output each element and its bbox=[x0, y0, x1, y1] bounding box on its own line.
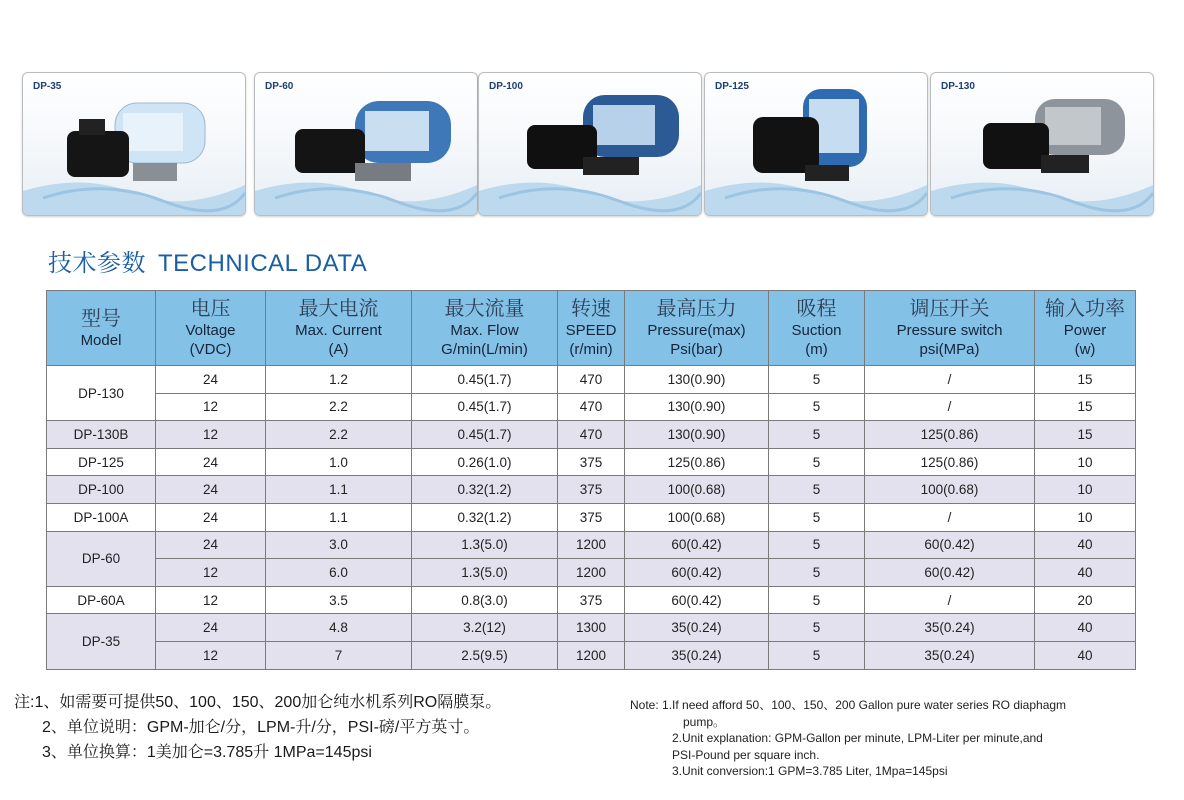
product-card-dp60 bbox=[254, 72, 478, 216]
cell-flow: 0.8(3.0) bbox=[412, 586, 558, 614]
table-row bbox=[47, 559, 1136, 587]
cell-speed: 375 bbox=[558, 586, 625, 614]
header-cn: 输入功率 bbox=[1045, 298, 1125, 320]
cell-speed: 375 bbox=[558, 476, 625, 504]
cell-voltage: 24 bbox=[156, 503, 266, 531]
note-en-line: 3.Unit conversion:1 GPM=3.785 Liter, 1Mpa=145psi bbox=[672, 764, 948, 778]
cell-switch: 35(0.24) bbox=[865, 614, 1035, 642]
cell-model: DP-100 bbox=[47, 476, 156, 504]
cell-speed: 470 bbox=[558, 421, 625, 449]
product-label: DP-35 bbox=[33, 81, 62, 92]
cell-flow: 0.32(1.2) bbox=[412, 476, 558, 504]
pump-image bbox=[931, 73, 1153, 215]
cell-model: DP-130 bbox=[47, 366, 156, 421]
pump-image bbox=[705, 73, 927, 215]
table-row bbox=[47, 503, 1136, 531]
header-en: Max. Flow bbox=[450, 322, 519, 339]
table-row bbox=[47, 586, 1136, 614]
cell-current: 2.2 bbox=[266, 421, 412, 449]
cell-power: 40 bbox=[1035, 531, 1136, 559]
note-en-line: Note: 1.If need afford 50、100、150、200 Gallon pure water series RO diaphagm bbox=[630, 698, 1067, 712]
cell-flow: 1.3(5.0) bbox=[412, 559, 558, 587]
cell-voltage: 24 bbox=[156, 476, 266, 504]
header-unit: (r/min) bbox=[569, 341, 613, 358]
cell-model: DP-60A bbox=[47, 586, 156, 614]
cell-flow: 3.2(12) bbox=[412, 614, 558, 642]
header-en: Model bbox=[80, 331, 122, 349]
note-cn-line: 注:1、如需要可提供50、100、150、200加仑纯水机系列RO隔膜泵。 bbox=[14, 694, 502, 711]
header-en: Power bbox=[1063, 322, 1107, 339]
note-en-line: PSI-Pound per square inch. bbox=[672, 747, 820, 762]
cell-suction: 5 bbox=[769, 586, 865, 614]
header-unit: psi(MPa) bbox=[919, 341, 980, 358]
cell-pressure: 35(0.24) bbox=[625, 641, 769, 669]
cell-power: 10 bbox=[1035, 448, 1136, 476]
cell-voltage: 12 bbox=[156, 421, 266, 449]
cell-switch: / bbox=[865, 586, 1035, 614]
cell-current: 3.5 bbox=[266, 586, 412, 614]
cell-current: 4.8 bbox=[266, 614, 412, 642]
note-en-line: pump。 bbox=[683, 714, 726, 729]
heading-en: TECHNICAL DATA bbox=[158, 250, 368, 277]
cell-pressure: 130(0.90) bbox=[625, 421, 769, 449]
cell-suction: 5 bbox=[769, 366, 865, 394]
product-gallery bbox=[22, 72, 1152, 218]
cell-switch: 60(0.42) bbox=[865, 531, 1035, 559]
cell-voltage: 12 bbox=[156, 393, 266, 421]
column-header-current bbox=[266, 291, 412, 366]
column-header-model bbox=[47, 291, 156, 366]
cell-switch: / bbox=[865, 393, 1035, 421]
table-row bbox=[47, 393, 1136, 421]
cell-pressure: 60(0.42) bbox=[625, 586, 769, 614]
cell-switch: / bbox=[865, 366, 1035, 394]
header-unit: (m) bbox=[805, 341, 828, 358]
note-cn-line: 3、单位换算：1美加仑=3.785升 1MPa=145psi bbox=[42, 744, 372, 761]
header-cn: 电压 bbox=[190, 298, 231, 320]
header-unit: (w) bbox=[1074, 341, 1096, 358]
cell-speed: 470 bbox=[558, 393, 625, 421]
header-en: SPEED bbox=[565, 322, 617, 339]
cell-flow: 1.3(5.0) bbox=[412, 531, 558, 559]
cell-flow: 2.5(9.5) bbox=[412, 641, 558, 669]
cell-speed: 1200 bbox=[558, 531, 625, 559]
cell-flow: 0.45(1.7) bbox=[412, 393, 558, 421]
cell-suction: 5 bbox=[769, 476, 865, 504]
cell-switch: 125(0.86) bbox=[865, 421, 1035, 449]
cell-model: DP-35 bbox=[47, 614, 156, 669]
cell-suction: 5 bbox=[769, 614, 865, 642]
product-label: DP-130 bbox=[941, 81, 975, 92]
cell-switch: 100(0.68) bbox=[865, 476, 1035, 504]
cell-power: 40 bbox=[1035, 614, 1136, 642]
product-card-dp35 bbox=[22, 72, 246, 216]
cell-suction: 5 bbox=[769, 559, 865, 587]
cell-pressure: 130(0.90) bbox=[625, 366, 769, 394]
cell-model: DP-100A bbox=[47, 503, 156, 531]
cell-pressure: 60(0.42) bbox=[625, 531, 769, 559]
cell-suction: 5 bbox=[769, 641, 865, 669]
column-header-voltage bbox=[156, 291, 266, 366]
header-cn: 吸程 bbox=[796, 298, 837, 320]
table-row bbox=[47, 476, 1136, 504]
header-en: Voltage bbox=[185, 322, 236, 339]
header-unit: (A) bbox=[328, 341, 349, 358]
cell-speed: 1300 bbox=[558, 614, 625, 642]
cell-current: 7 bbox=[266, 641, 412, 669]
cell-voltage: 24 bbox=[156, 531, 266, 559]
header-cn: 转速 bbox=[571, 298, 611, 320]
cell-speed: 1200 bbox=[558, 641, 625, 669]
header-cn: 调压开关 bbox=[909, 298, 990, 320]
cell-power: 15 bbox=[1035, 393, 1136, 421]
cell-current: 1.2 bbox=[266, 366, 412, 394]
column-header-speed bbox=[558, 291, 625, 366]
section-heading bbox=[48, 243, 367, 278]
cell-power: 15 bbox=[1035, 421, 1136, 449]
pump-image bbox=[255, 73, 477, 215]
cell-switch: 60(0.42) bbox=[865, 559, 1035, 587]
product-card-dp125 bbox=[704, 72, 928, 216]
cell-flow: 0.45(1.7) bbox=[412, 366, 558, 394]
pump-image bbox=[23, 73, 245, 215]
note-cn-line: 2、单位说明：GPM-加仑/分，LPM-升/分，PSI-磅/平方英寸。 bbox=[42, 719, 480, 736]
cell-speed: 470 bbox=[558, 366, 625, 394]
cell-suction: 5 bbox=[769, 531, 865, 559]
cell-flow: 0.32(1.2) bbox=[412, 503, 558, 531]
cell-power: 40 bbox=[1035, 559, 1136, 587]
column-header-power bbox=[1035, 291, 1136, 366]
cell-pressure: 130(0.90) bbox=[625, 393, 769, 421]
cell-voltage: 24 bbox=[156, 448, 266, 476]
cell-voltage: 24 bbox=[156, 614, 266, 642]
cell-voltage: 24 bbox=[156, 366, 266, 394]
header-unit: (VDC) bbox=[189, 341, 232, 358]
cell-pressure: 35(0.24) bbox=[625, 614, 769, 642]
cell-model: DP-125 bbox=[47, 448, 156, 476]
cell-model: DP-130B bbox=[47, 421, 156, 449]
table-row bbox=[47, 448, 1136, 476]
cell-pressure: 100(0.68) bbox=[625, 476, 769, 504]
cell-power: 40 bbox=[1035, 641, 1136, 669]
header-cn: 最大流量 bbox=[444, 298, 525, 320]
cell-switch: / bbox=[865, 503, 1035, 531]
header-en: Suction bbox=[791, 322, 842, 339]
cell-power: 20 bbox=[1035, 586, 1136, 614]
cell-suction: 5 bbox=[769, 421, 865, 449]
cell-switch: 35(0.24) bbox=[865, 641, 1035, 669]
column-header-flow bbox=[412, 291, 558, 366]
cell-flow: 0.45(1.7) bbox=[412, 421, 558, 449]
cell-power: 10 bbox=[1035, 503, 1136, 531]
technical-data-table bbox=[46, 290, 1136, 670]
cell-model: DP-60 bbox=[47, 531, 156, 586]
cell-current: 1.1 bbox=[266, 503, 412, 531]
cell-current: 2.2 bbox=[266, 393, 412, 421]
cell-flow: 0.26(1.0) bbox=[412, 448, 558, 476]
notes-english bbox=[630, 697, 1066, 780]
cell-current: 6.0 bbox=[266, 559, 412, 587]
header-en: Pressure(max) bbox=[647, 322, 746, 339]
header-cn: 型号 bbox=[81, 307, 121, 330]
table-header-row bbox=[47, 291, 1136, 366]
column-header-switch bbox=[865, 291, 1035, 366]
header-unit: G/min(L/min) bbox=[441, 341, 528, 358]
product-label: DP-100 bbox=[489, 81, 523, 92]
column-header-suction bbox=[769, 291, 865, 366]
header-en: Max. Current bbox=[295, 322, 382, 339]
product-card-dp130 bbox=[930, 72, 1154, 216]
header-unit: Psi(bar) bbox=[670, 341, 723, 358]
product-label: DP-60 bbox=[265, 81, 294, 92]
pump-image bbox=[479, 73, 701, 215]
product-card-dp100 bbox=[478, 72, 702, 216]
cell-current: 3.0 bbox=[266, 531, 412, 559]
cell-current: 1.1 bbox=[266, 476, 412, 504]
cell-power: 10 bbox=[1035, 476, 1136, 504]
table-row bbox=[47, 641, 1136, 669]
table-row bbox=[47, 614, 1136, 642]
column-header-pressure bbox=[625, 291, 769, 366]
note-en-line: 2.Unit explanation: GPM-Gallon per minute, LPM-Liter per minute,and bbox=[672, 731, 1043, 745]
cell-pressure: 100(0.68) bbox=[625, 503, 769, 531]
header-en: Pressure switch bbox=[896, 322, 1003, 339]
table-row bbox=[47, 366, 1136, 394]
cell-suction: 5 bbox=[769, 393, 865, 421]
heading-cn: 技术参数 bbox=[48, 250, 146, 277]
header-cn: 最高压力 bbox=[656, 298, 737, 320]
notes-chinese bbox=[14, 690, 501, 765]
header-cn: 最大电流 bbox=[298, 298, 379, 320]
cell-power: 15 bbox=[1035, 366, 1136, 394]
cell-suction: 5 bbox=[769, 448, 865, 476]
table-row bbox=[47, 531, 1136, 559]
cell-switch: 125(0.86) bbox=[865, 448, 1035, 476]
cell-current: 1.0 bbox=[266, 448, 412, 476]
table-row bbox=[47, 421, 1136, 449]
cell-speed: 375 bbox=[558, 503, 625, 531]
cell-pressure: 60(0.42) bbox=[625, 559, 769, 587]
cell-voltage: 12 bbox=[156, 559, 266, 587]
product-label: DP-125 bbox=[715, 81, 749, 92]
cell-pressure: 125(0.86) bbox=[625, 448, 769, 476]
cell-speed: 1200 bbox=[558, 559, 625, 587]
cell-voltage: 12 bbox=[156, 641, 266, 669]
cell-suction: 5 bbox=[769, 503, 865, 531]
cell-speed: 375 bbox=[558, 448, 625, 476]
cell-voltage: 12 bbox=[156, 586, 266, 614]
